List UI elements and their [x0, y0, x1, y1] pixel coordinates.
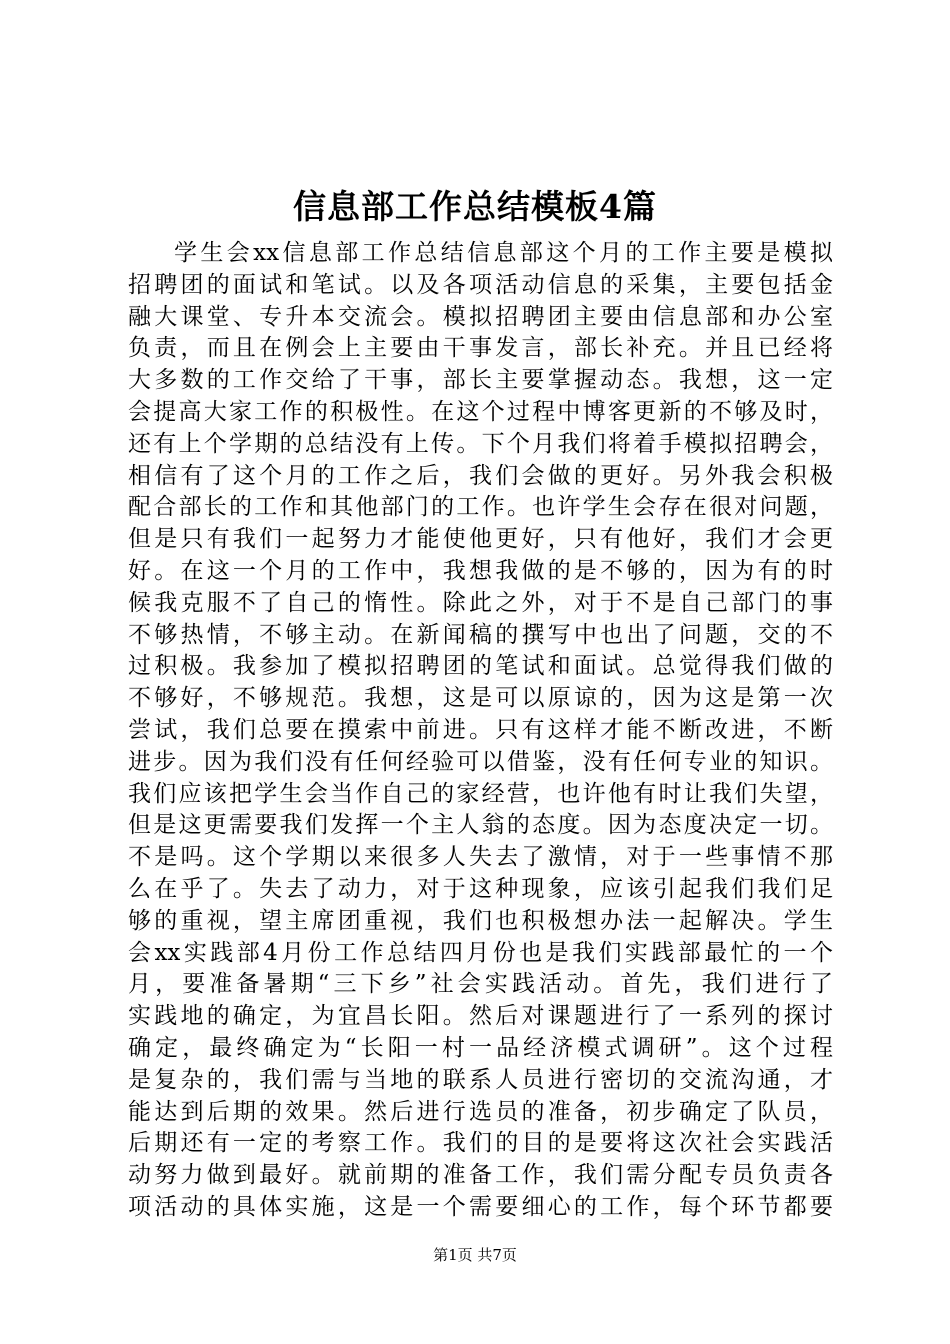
- body-line: 融大课堂、专升本交流会。模拟招聘团主要由信息部和办公室: [128, 303, 833, 330]
- body-line: 但是只有我们一起努力才能使他更好，只有他好，我们才会更: [128, 526, 833, 553]
- body-line: 好。在这一个月的工作中，我想我做的是不够的，因为有的时: [128, 557, 833, 584]
- document-body: [128, 238, 833, 1224]
- body-line: 会提高大家工作的积极性。在这个过程中博客更新的不够及时，: [128, 398, 833, 425]
- body-line: 月，要准备暑期“三下乡”社会实践活动。首先，我们进行了: [128, 971, 833, 998]
- body-line: 动努力做到最好。就前期的准备工作，我们需分配专员负责各: [128, 1162, 833, 1189]
- body-line: 能达到后期的效果。然后进行选员的准备，初步确定了队员，: [128, 1098, 833, 1125]
- body-line: 实践地的确定，为宜昌长阳。然后对课题进行了一系列的探讨: [128, 1003, 833, 1030]
- body-line: 不够好，不够规范。我想，这是可以原谅的，因为这是第一次: [128, 685, 833, 712]
- document-title: 信息部工作总结模板4篇: [293, 187, 657, 226]
- body-line: 学生会xx信息部工作总结信息部这个月的工作主要是模拟: [174, 240, 833, 266]
- body-line: 但是这更需要我们发挥一个主人翁的态度。因为态度决定一切。: [128, 812, 833, 839]
- body-line: 够的重视，望主席团重视，我们也积极想办法一起解决。学生: [128, 907, 833, 934]
- body-line: 不够热情，不够主动。在新闻稿的撰写中也出了问题，交的不: [128, 621, 833, 648]
- body-line: 进步。因为我们没有任何经验可以借鉴，没有任何专业的知识。: [128, 748, 833, 775]
- body-line: 确定，最终确定为“长阳一村一品经济模式调研”。这个过程: [128, 1034, 833, 1061]
- body-line: 大多数的工作交给了干事，部长主要掌握动态。我想，这一定: [128, 367, 833, 394]
- body-line: 过积极。我参加了模拟招聘团的笔试和面试。总觉得我们做的: [128, 653, 833, 680]
- page-footer: 第1页 共7页: [433, 1246, 517, 1264]
- body-line: 配合部长的工作和其他部门的工作。也许学生会存在很对问题，: [128, 494, 833, 521]
- body-line: 后期还有一定的考察工作。我们的目的是要将这次社会实践活: [128, 1130, 833, 1157]
- body-line: 么在乎了。失去了动力，对于这种现象，应该引起我们我们足: [128, 875, 833, 902]
- body-line: 不是吗。这个学期以来很多人失去了激情，对于一些事情不那: [128, 844, 833, 871]
- body-line: 是复杂的，我们需与当地的联系人员进行密切的交流沟通，才: [128, 1066, 833, 1093]
- body-line: 候我克服不了自己的惰性。除此之外，对于不是自己部门的事: [128, 589, 833, 616]
- body-line: 项活动的具体实施，这是一个需要细心的工作，每个环节都要: [128, 1193, 833, 1220]
- body-line: 相信有了这个月的工作之后，我们会做的更好。另外我会积极: [128, 462, 833, 489]
- body-line: 招聘团的面试和笔试。以及各项活动信息的采集，主要包括金: [128, 271, 833, 298]
- body-line: 负责，而且在例会上主要由干事发言，部长补充。并且已经将: [128, 335, 833, 362]
- body-line: 还有上个学期的总结没有上传。下个月我们将着手模拟招聘会，: [128, 430, 833, 457]
- body-line: 会xx实践部4月份工作总结四月份也是我们实践部最忙的一个: [128, 939, 833, 966]
- body-line: 尝试，我们总要在摸索中前进。只有这样才能不断改进，不断: [128, 716, 833, 743]
- body-line: 我们应该把学生会当作自己的家经营，也许他有时让我们失望，: [128, 780, 833, 807]
